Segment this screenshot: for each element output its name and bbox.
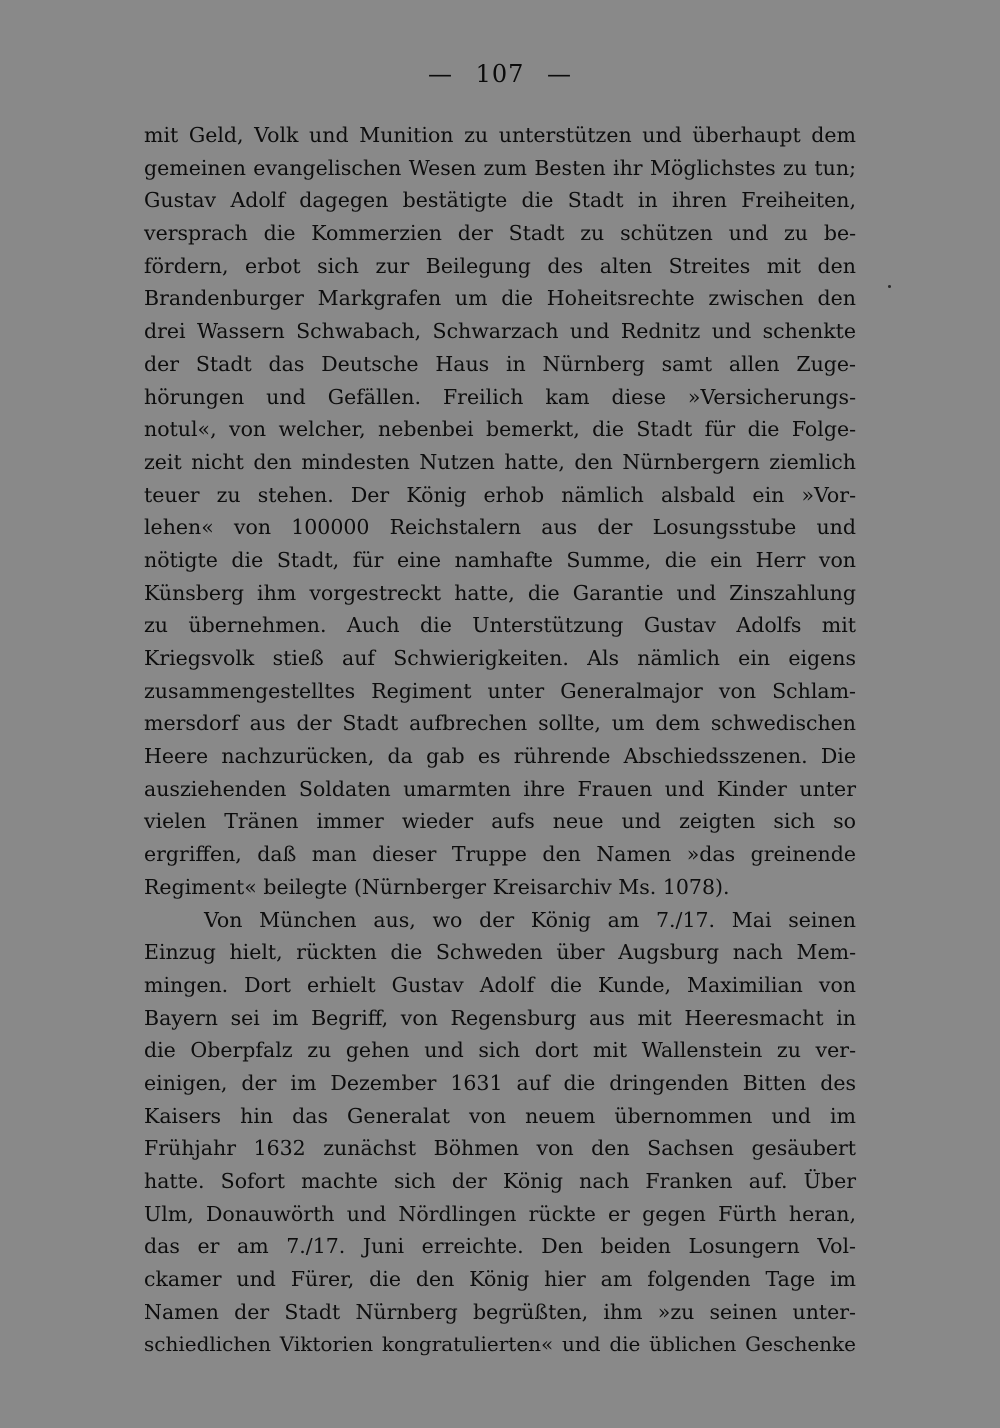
page-number: 107 (475, 60, 525, 88)
text-line: gemeinen evangelischen Wesen zum Besten ihr Möglichstes zu tun; (144, 155, 856, 180)
text-line: Kaisers hin das Generalat von neuem übernommen und im (144, 1103, 856, 1128)
text-line: die Oberpfalz zu gehen und sich dort mit Wallenstein zu ver- (144, 1038, 856, 1063)
text-line-paragraph-start: Von München aus, wo der König am 7./17. Mai seinen (204, 907, 856, 932)
text-line: ergriffen, daß man dieser Truppe den Namen »das greinende (144, 842, 856, 867)
text-line: Brandenburger Markgrafen um die Hoheitsrechte zwischen den (144, 286, 856, 311)
scan-speck (888, 285, 891, 288)
text-line: Frühjahr 1632 zunächst Böhmen von den Sachsen gesäubert (144, 1136, 856, 1161)
text-line: ausziehenden Soldaten umarmten ihre Frauen und Kinder unter (144, 776, 856, 801)
text-line: schiedlichen Viktorien kongratulierten« und die üblichen Geschenke (144, 1332, 856, 1357)
text-line: nötigte die Stadt, für eine namhafte Summe, die ein Herr von (144, 547, 856, 572)
text-line: versprach die Kommerzien der Stadt zu schützen und zu be- (144, 221, 856, 246)
text-line: mit Geld, Volk und Munition zu unterstützen und überhaupt dem (144, 123, 856, 147)
page-number-dash-right: — (547, 60, 573, 88)
text-line: fördern, erbot sich zur Beilegung des alten Streites mit den (144, 253, 856, 278)
text-line: hörungen und Gefällen. Freilich kam diese »Versicherungs- (144, 384, 856, 409)
text-line: Gustav Adolf dagegen bestätigte die Stadt in ihren Freiheiten, (144, 188, 856, 213)
page-number-header (0, 60, 1000, 88)
text-line: Namen der Stadt Nürnberg begrüßten, ihm »zu seinen unter- (144, 1299, 856, 1324)
body-text (144, 119, 856, 1361)
text-line: zu übernehmen. Auch die Unterstützung Gustav Adolfs mit (144, 613, 856, 638)
text-line: drei Wassern Schwabach, Schwarzach und Rednitz und schenkte (144, 319, 856, 344)
text-line: der Stadt das Deutsche Haus in Nürnberg samt allen Zuge- (144, 351, 856, 376)
text-line: Einzug hielt, rückten die Schweden über Augsburg nach Mem- (144, 940, 856, 965)
text-line: zusammengestelltes Regiment unter Generalmajor von Schlam- (144, 678, 856, 703)
text-line: lehen« von 100000 Reichstalern aus der Losungsstube und (144, 515, 856, 540)
text-line: Kriegsvolk stieß auf Schwierigkeiten. Als nämlich ein eigens (144, 646, 856, 670)
text-line: das er am 7./17. Juni erreichte. Den beiden Losungern Vol- (144, 1234, 856, 1259)
text-line: Ulm, Donauwörth und Nördlingen rückte er gegen Fürth heran, (144, 1201, 856, 1226)
text-line: teuer zu stehen. Der König erhob nämlich alsbald ein »Vor- (144, 482, 856, 507)
page-number-dash-left: — (427, 60, 453, 88)
text-line: zeit nicht den mindesten Nutzen hatte, den Nürnbergern ziemlich (144, 449, 856, 474)
text-line: notul«, von welcher, nebenbei bemerkt, die Stadt für die Folge- (144, 417, 856, 442)
text-line-paragraph-end: Regiment« beilegte (Nürnberger Kreisarchiv Ms. 1078). (144, 874, 730, 899)
text-line: vielen Tränen immer wieder aufs neue und zeigten sich so (144, 809, 856, 834)
text-line: mersdorf aus der Stadt aufbrechen sollte, um dem schwedischen (144, 711, 856, 736)
text-line: hatte. Sofort machte sich der König nach Franken auf. Über (144, 1169, 856, 1193)
text-line: Heere nachzurücken, da gab es rührende Abschiedsszenen. Die (144, 744, 856, 769)
text-line: ckamer und Fürer, die den König hier am folgenden Tage im (144, 1267, 856, 1292)
text-line: Künsberg ihm vorgestreckt hatte, die Garantie und Zinszahlung (144, 580, 856, 605)
text-line: mingen. Dort erhielt Gustav Adolf die Kunde, Maximilian von (144, 972, 856, 997)
text-line: einigen, der im Dezember 1631 auf die dringenden Bitten des (144, 1070, 856, 1095)
text-line: Bayern sei im Begriff, von Regensburg aus mit Heeresmacht in (144, 1005, 856, 1030)
